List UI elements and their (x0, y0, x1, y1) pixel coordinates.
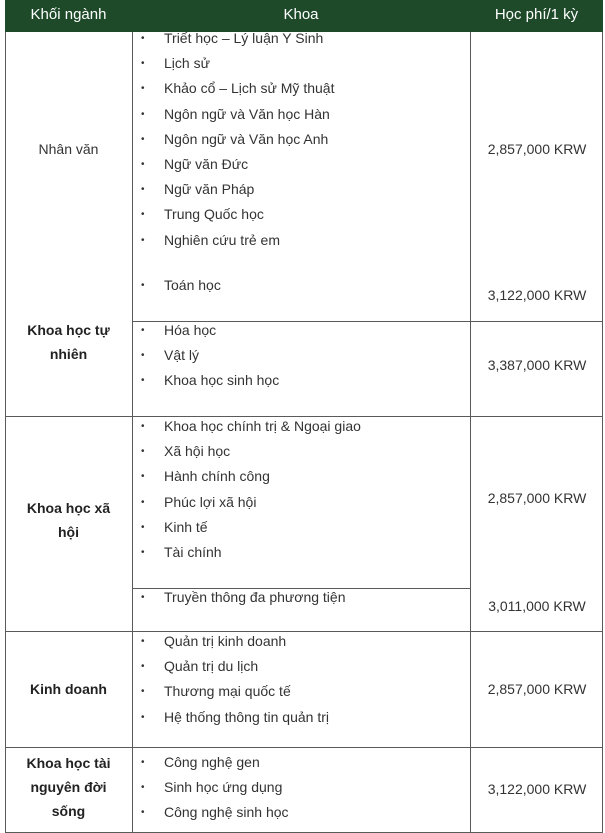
bullet-icon: • (141, 209, 145, 221)
fee-humanities: 2,857,000 KRW (487, 141, 587, 157)
bullet-icon: • (141, 234, 145, 246)
majors-social-science-b (138, 585, 346, 610)
list-item: • Khoa học chính trị & Ngoại giao (138, 414, 361, 439)
list-item: • Xã hội học (138, 439, 361, 464)
majors-life-resources (138, 750, 289, 826)
tuition-table (5, 0, 603, 833)
bullet-icon: • (141, 782, 145, 794)
header-faculty-group: Khối ngành (5, 0, 132, 32)
bullet-icon: • (141, 496, 145, 508)
list-item: • Kinh tế (138, 515, 361, 540)
list-item: • Khoa học sinh học (138, 368, 279, 393)
bullet-icon: • (141, 446, 145, 458)
majors-business (138, 629, 329, 730)
list-item: • Công nghệ gen (138, 750, 289, 775)
bullet-icon: • (141, 58, 145, 70)
majors-social-science-a (138, 414, 361, 565)
list-item: • Ngữ văn Pháp (138, 177, 334, 202)
fee-life-resources: 3,122,000 KRW (487, 781, 587, 797)
list-item: • Hệ thống thông tin quản trị (138, 705, 329, 730)
header-tuition: Học phí/1 kỳ (470, 0, 603, 32)
bullet-icon: • (141, 375, 145, 387)
bullet-icon: • (141, 592, 145, 603)
bullet-icon: • (141, 350, 145, 362)
bullet-icon: • (141, 546, 145, 558)
list-item: • Trung Quốc học (138, 202, 334, 227)
bullet-icon: • (141, 33, 145, 44)
list-item: • Triết học – Lý luận Y Sinh (138, 26, 334, 51)
bullet-icon: • (141, 108, 145, 120)
bullet-icon: • (141, 807, 145, 819)
bullet-icon: • (141, 711, 145, 723)
group-name-business: Kinh doanh (30, 681, 107, 697)
bullet-icon: • (141, 661, 145, 673)
list-item: • Thương mại quốc tế (138, 679, 329, 704)
bullet-icon: • (141, 184, 145, 196)
group-name-life-resources: Khoa học tài nguyên đời sống (26, 755, 111, 819)
header-department: Khoa (132, 0, 470, 32)
list-item: • Khảo cổ – Lịch sử Mỹ thuật (138, 76, 334, 101)
list-item: • Quản trị kinh doanh (138, 629, 329, 654)
bullet-icon: • (141, 471, 145, 483)
bullet-icon: • (141, 521, 145, 533)
bullet-icon: • (141, 636, 145, 647)
list-item: • Ngôn ngữ và Văn học Hàn (138, 102, 334, 127)
list-item: • Hành chính công (138, 464, 361, 489)
bullet-icon: • (141, 325, 145, 336)
row-divider (5, 747, 603, 748)
majors-natural-science-a (138, 273, 221, 298)
bullet-icon: • (141, 757, 145, 768)
bullet-icon: • (141, 280, 145, 291)
list-item: • Ngôn ngữ và Văn học Anh (138, 127, 334, 152)
list-item: • Vật lý (138, 343, 279, 368)
divider-col1 (132, 32, 133, 833)
fee-natural-science-b: 3,387,000 KRW (487, 357, 587, 373)
group-name-social-science: Khoa học xã hội (26, 500, 111, 540)
group-name-natural-science: Khoa học tự nhiên (27, 322, 110, 362)
bullet-icon: • (141, 83, 145, 95)
list-item: • Sinh học ứng dụng (138, 775, 289, 800)
list-item: • Lịch sử (138, 51, 334, 76)
bullet-icon: • (141, 133, 145, 145)
majors-humanities (138, 26, 334, 253)
list-item: • Hóa học (138, 318, 279, 343)
bullet-icon: • (141, 421, 145, 432)
list-item: • Phúc lợi xã hội (138, 490, 361, 515)
list-item: • Công nghệ sinh học (138, 800, 289, 825)
list-item: • Nghiên cứu trẻ em (138, 228, 334, 253)
fee-social-science-a: 2,857,000 KRW (487, 490, 587, 506)
list-item: • Ngữ văn Đức (138, 152, 334, 177)
fee-social-science-b: 3,011,000 KRW (488, 598, 586, 614)
list-item: • Quản trị du lịch (138, 654, 329, 679)
list-item: • Toán học (138, 273, 221, 298)
bullet-icon: • (141, 686, 145, 698)
list-item: • Tài chính (138, 540, 361, 565)
group-name-humanities: Nhân văn (38, 141, 99, 157)
fee-natural-science-a: 3,122,000 KRW (487, 287, 587, 303)
fee-business: 2,857,000 KRW (487, 681, 587, 697)
list-item: • Truyền thông đa phương tiện (138, 585, 346, 610)
majors-natural-science-b (138, 318, 279, 394)
bullet-icon: • (141, 158, 145, 170)
